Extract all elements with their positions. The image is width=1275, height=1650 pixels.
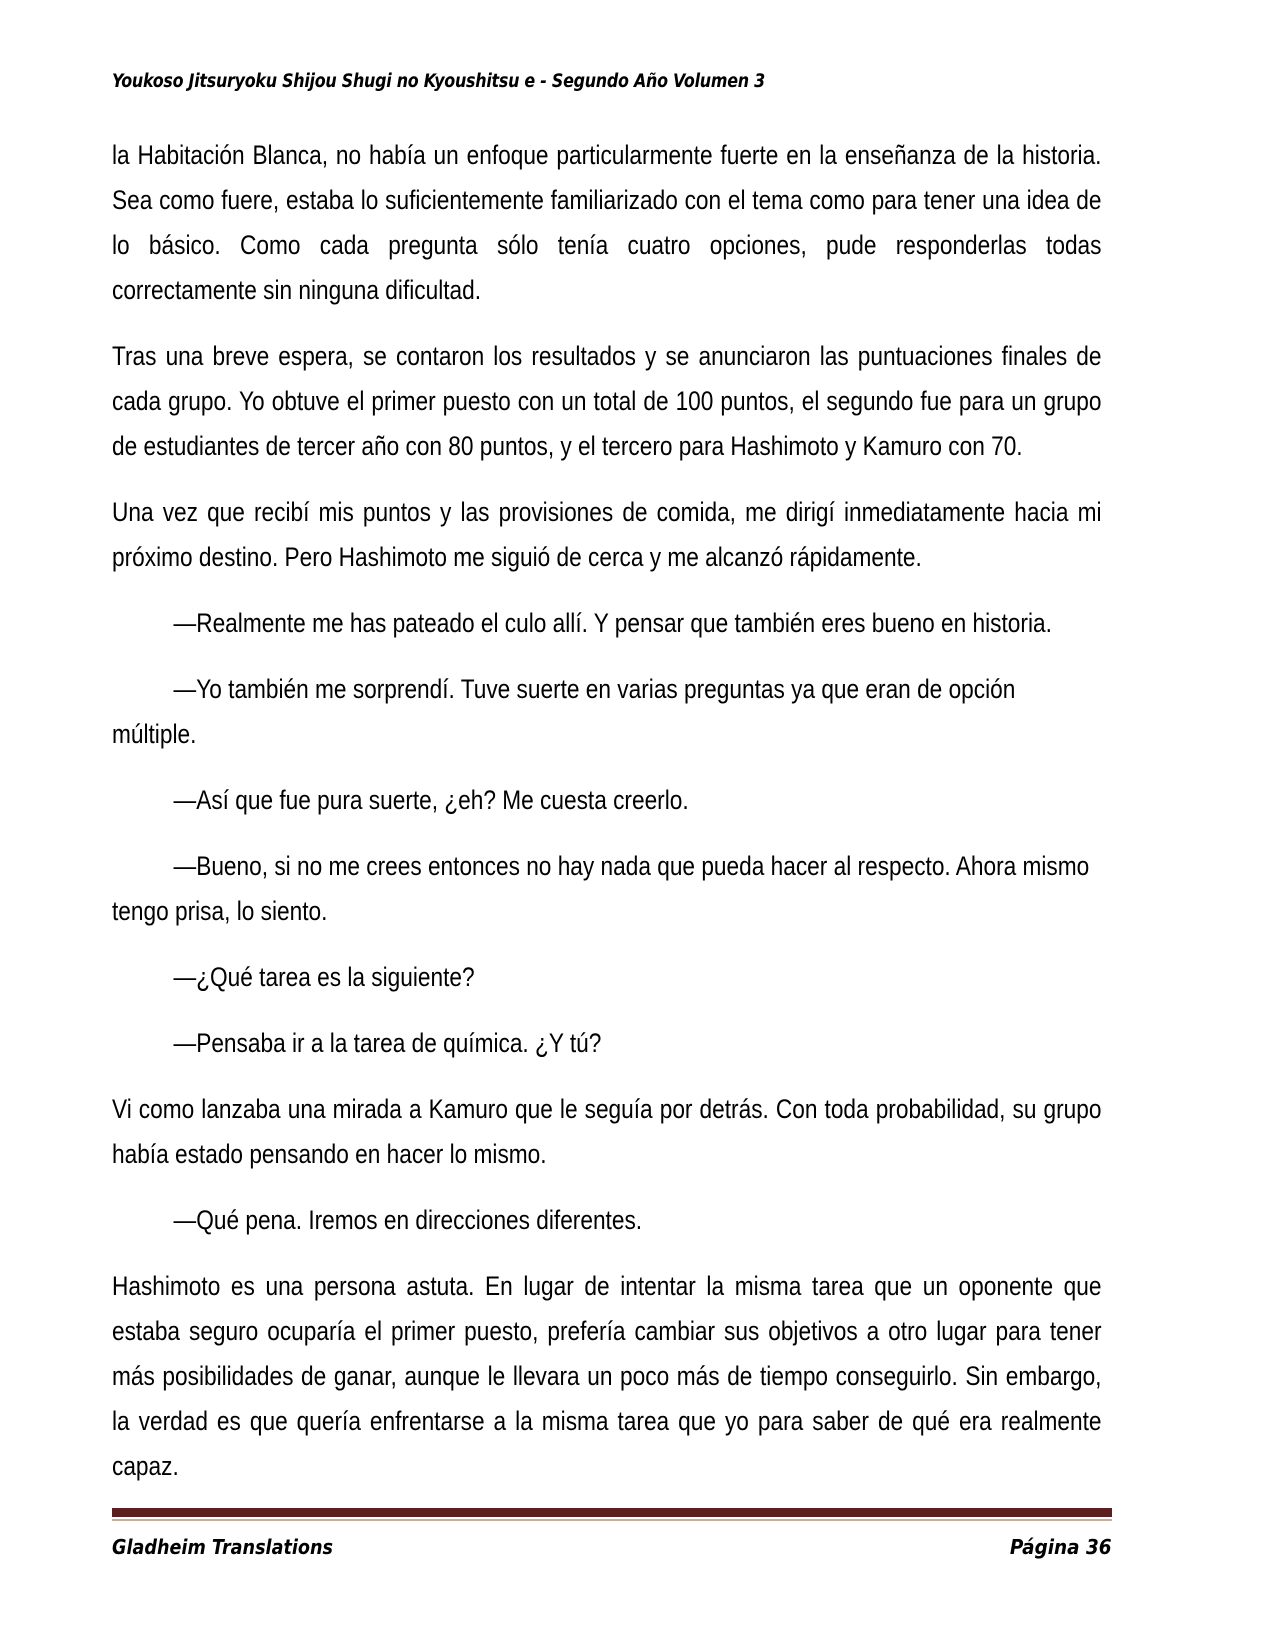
dialogue-paragraph: —¿Qué tarea es la siguiente? <box>173 962 475 992</box>
dialogue-paragraph: —Bueno, si no me crees entonces no hay nada que pueda hacer al respecto. Ahora mismo tengo prisa, lo siento. <box>112 851 1090 926</box>
footer-row <box>112 1535 1112 1569</box>
footer-rule-thin <box>112 1519 1112 1521</box>
page-footer <box>112 1508 1112 1569</box>
footer-translator-credit: Gladheim Translations <box>112 1535 334 1559</box>
footer-rule-thick <box>112 1508 1112 1517</box>
dialogue-paragraph: —Realmente me has pateado el culo allí. Y pensar que también eres bueno en historia. <box>173 608 1052 638</box>
narrative-paragraph: la Habitación Blanca, no había un enfoque particularmente fuerte en la enseñanza de la historia. Sea como fuere, estaba lo suficientemente familiarizado con el tema como para tener una idea de lo básico. Como cada pregunta sólo tenía cuatro opciones, pude responderlas todas correctamente sin ninguna dificultad. <box>112 140 1102 305</box>
body-text-column <box>112 133 1102 1489</box>
narrative-paragraph: Tras una breve espera, se contaron los resultados y se anunciaron las puntuaciones finales de cada grupo. Yo obtuve el primer puesto con un total de 100 puntos, el segundo fue para un grupo de estudiantes de tercer año con 80 puntos, y el tercero para Hashimoto y Kamuro con 70. <box>112 341 1102 461</box>
narrative-paragraph: Una vez que recibí mis puntos y las provisiones de comida, me dirigí inmediatamente hacia mi próximo destino. Pero Hashimoto me siguió de cerca y me alcanzó rápidamente. <box>112 497 1102 572</box>
footer-page-number: Página 36 <box>1010 1535 1112 1559</box>
running-header-title: Youkoso Jitsuryoku Shijou Shugi no Kyoushitsu e - Segundo Año Volumen 3 <box>112 71 765 92</box>
dialogue-paragraph: —Qué pena. Iremos en direcciones diferentes. <box>173 1205 643 1235</box>
dialogue-paragraph: —Pensaba ir a la tarea de química. ¿Y tú? <box>173 1028 602 1058</box>
narrative-paragraph: Vi como lanzaba una mirada a Kamuro que le seguía por detrás. Con toda probabilidad, su grupo había estado pensando en hacer lo mismo. <box>112 1094 1102 1169</box>
narrative-paragraph: Hashimoto es una persona astuta. En lugar de intentar la misma tarea que un oponente que estaba seguro ocuparía el primer puesto, prefería cambiar sus objetivos a otro lugar para tener más posibilidades de ganar, aunque le llevara un poco más de tiempo conseguirlo. Sin embargo, la verdad es que quería enfrentarse a la misma tarea que yo para saber de qué era realmente capaz. <box>112 1271 1102 1481</box>
dialogue-paragraph: —Así que fue pura suerte, ¿eh? Me cuesta creerlo. <box>173 785 689 815</box>
dialogue-paragraph: —Yo también me sorprendí. Tuve suerte en varias preguntas ya que eran de opción múltiple. <box>112 674 1016 749</box>
